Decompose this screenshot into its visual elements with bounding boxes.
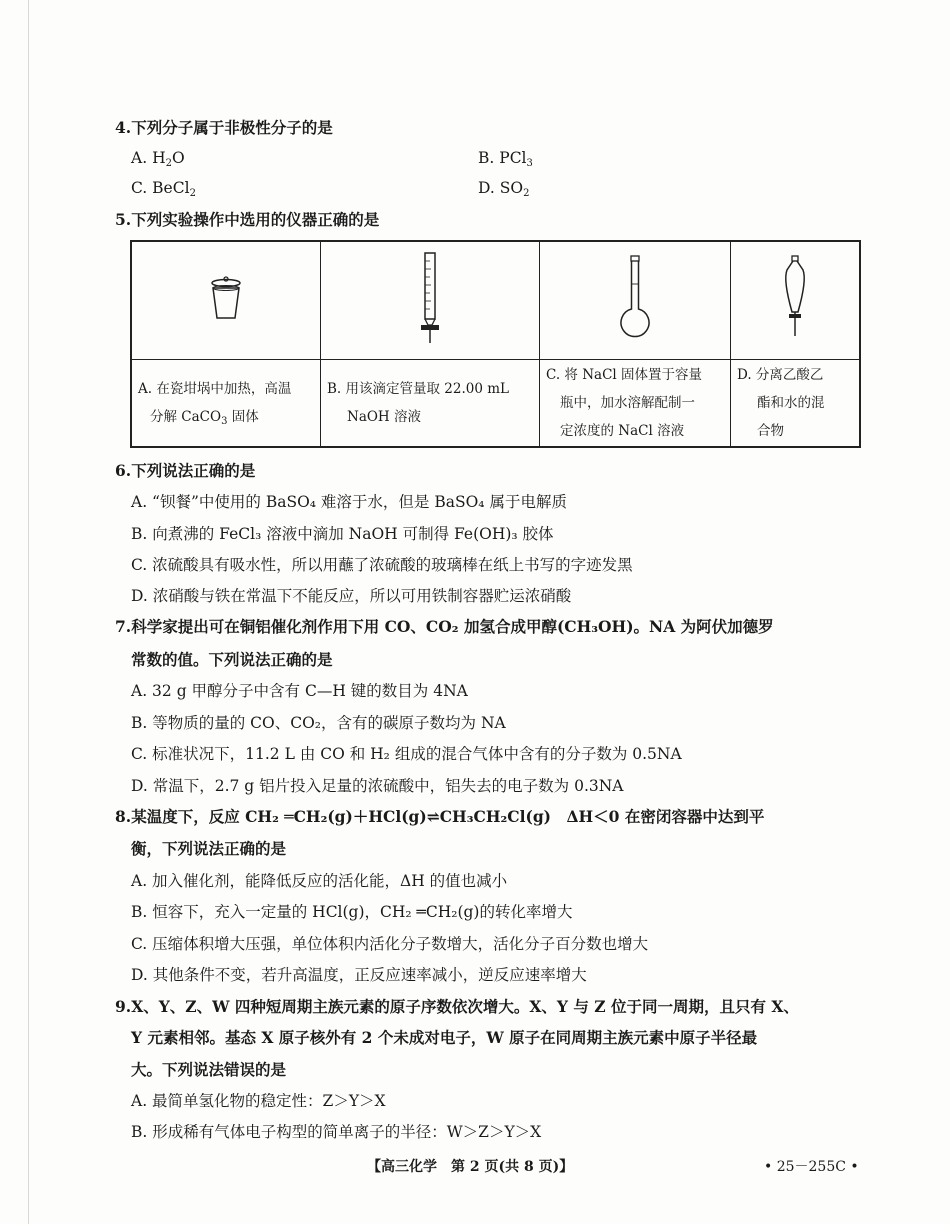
page-edge <box>28 0 29 1224</box>
crucible-icon <box>206 274 246 324</box>
q8-option-b: B. 恒容下，充入一定量的 HCl(g)，CH₂ ═CH₂(g)的转化率增大 <box>131 903 573 921</box>
q5-cell-a-image <box>131 241 321 360</box>
q7-option-a: A. 32 g 甲醇分子中含有 C—H 键的数目为 4NA <box>131 682 468 700</box>
q8-stem: 8.某温度下，反应 CH₂ ═CH₂(g)＋HCl(g)⇌CH₃CH₂Cl(g) ΔH＜0 在密闭容器中达到平 <box>115 807 765 826</box>
q6-stem: 6.下列说法正确的是 <box>115 461 256 480</box>
q4-option-c: C. BeCl$_2$ <box>131 179 196 199</box>
q9-stem: 9.X、Y、Z、W 四种短周期主族元素的原子序数依次增大。X、Y 与 Z 位于同一周期，且只有 X、 <box>115 997 799 1016</box>
q5-cell-b-image <box>321 241 540 360</box>
q8-option-d: D. 其他条件不变，若升高温度，正反应速率减小，逆反应速率增大 <box>131 966 587 984</box>
q7-option-c: C. 标准状况下，11.2 L 由 CO 和 H₂ 组成的混合气体中含有的分子数为 0.5NA <box>131 745 682 763</box>
q9-stem-cont-1: Y 元素相邻。基态 X 原子核外有 2 个未成对电子，W 原子在同周期主族元素中原子半径最 <box>131 1028 758 1047</box>
q7-option-b: B. 等物质的量的 CO、CO₂，含有的碳原子数均为 NA <box>131 714 506 732</box>
q4-option-b: B. PCl$_3$ <box>478 149 533 169</box>
q5-stem: 5.下列实验操作中选用的仪器正确的是 <box>115 210 380 229</box>
q5-cell-b-text: B. 用该滴定管量取 22.00 mL NaOH 溶液 <box>321 360 540 448</box>
q4-option-a: A. $H_2O$ <box>131 149 185 169</box>
q8-option-c: C. 压缩体积增大压强，单位体积内活化分子数增大，活化分子百分数也增大 <box>131 935 649 953</box>
q5-cell-a-text: A. 在瓷坩埚中加热，高温 分解 CaCO$_3$ 固体 <box>131 360 321 448</box>
separatory-funnel-icon <box>775 254 815 344</box>
q5-cell-d-text: D. 分离乙酸乙 酯和水的混 合物 <box>731 360 861 448</box>
q6-option-c: C. 浓硫酸具有吸水性，所以用蘸了浓硫酸的玻璃棒在纸上书写的字迹发黑 <box>131 556 633 574</box>
q4-option-d: D. $SO_2$ <box>478 179 530 199</box>
paper-code: • 25－255C • <box>764 1159 859 1175</box>
q7-option-d: D. 常温下，2.7 g 铝片投入足量的浓硫酸中，铝失去的电子数为 0.3NA <box>131 777 624 795</box>
q9-stem-cont-2: 大。下列说法错误的是 <box>131 1060 287 1079</box>
q6-option-d: D. 浓硝酸与铁在常温下不能反应，所以可用铁制容器贮运浓硝酸 <box>131 587 572 605</box>
burette-icon <box>410 249 450 349</box>
q8-option-a: A. 加入催化剂，能降低反应的活化能，ΔH 的值也减小 <box>131 872 508 890</box>
q9-option-a: A. 最简单氢化物的稳定性：Z＞Y＞X <box>131 1092 386 1110</box>
q5-cell-c-image <box>540 241 731 360</box>
page-footer: 【高三化学 第 2 页(共 8 页)】 <box>367 1159 574 1175</box>
q6-option-a: A. “钡餐”中使用的 BaSO₄ 难溶于水，但是 BaSO₄ 属于电解质 <box>131 493 567 511</box>
q5-cell-d-image <box>731 241 861 360</box>
volumetric-flask-icon <box>615 254 655 344</box>
q8-stem-cont: 衡，下列说法正确的是 <box>131 839 287 858</box>
q5-apparatus-table <box>130 240 861 448</box>
q5-cell-c-text: C. 将 NaCl 固体置于容量 瓶中，加水溶解配制一 定浓度的 NaCl 溶液 <box>540 360 731 448</box>
q7-stem: 7.科学家提出可在铜铝催化剂作用下用 CO、CO₂ 加氢合成甲醇(CH₃OH)。NA 为阿伏加德罗 <box>115 617 774 636</box>
q4-stem: 4.下列分子属于非极性分子的是 <box>115 118 333 137</box>
q7-stem-cont: 常数的值。下列说法正确的是 <box>131 650 333 669</box>
q6-option-b: B. 向煮沸的 FeCl₃ 溶液中滴加 NaOH 可制得 Fe(OH)₃ 胶体 <box>131 525 554 543</box>
q9-option-b: B. 形成稀有气体电子构型的简单离子的半径：W＞Z＞Y＞X <box>131 1123 542 1141</box>
